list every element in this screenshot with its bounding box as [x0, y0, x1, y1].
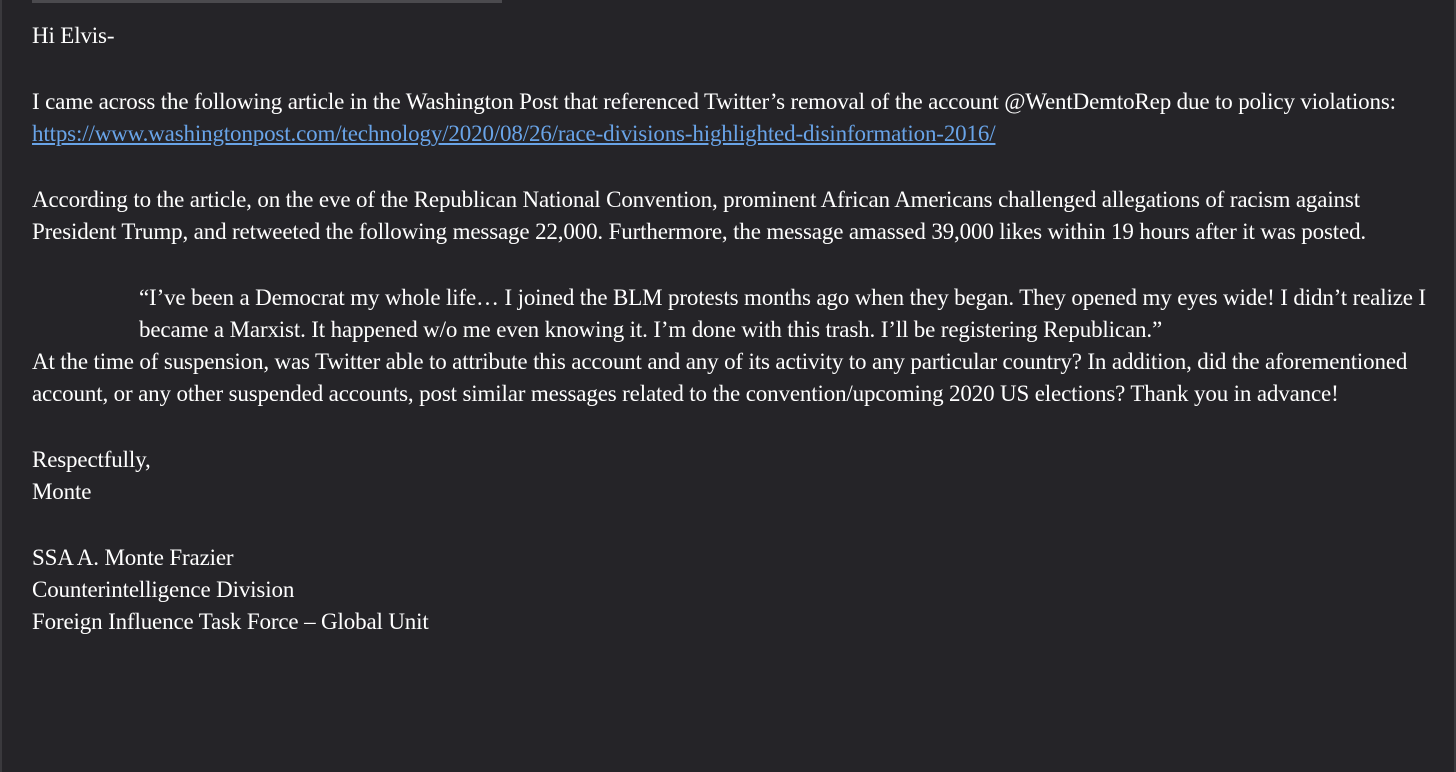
email-paragraph-2: According to the article, on the eve of the Republican National Convention, prominent African Americans challenged allegations of racism against President Trump, and retweeted the following message 22,000. Furthermore, the message amassed 39,000 likes within 19 hours after it was posted.	[32, 187, 1367, 244]
closing-name: Monte	[32, 479, 92, 504]
email-closing	[32, 444, 1432, 508]
email-signature	[32, 542, 1432, 638]
closing-salutation: Respectfully,	[32, 447, 151, 472]
email-greeting: Hi Elvis-	[32, 23, 115, 48]
email-paragraph-3: At the time of suspension, was Twitter able to attribute this account and any of its activity to any particular country? In addition, did the aforementioned account, or any other suspended accounts, post similar messages related to the convention/upcoming 2020 US elections? Thank you in advance!	[32, 349, 1408, 406]
email-paragraph-1	[32, 86, 1432, 150]
quoted-tweet: “I’ve been a Democrat my whole life… I joined the BLM protests months ago when they began. They opened my eyes wide! I didn’t realize I became a Marxist. It happened w/o me even knowing it. I’m done with this trash. I’ll be registering Republican.”	[139, 285, 1426, 342]
cropped-header-strip	[32, 0, 502, 3]
article-link[interactable]: https://www.washingtonpost.com/technology/2020/08/26/race-divisions-highlighted-disinformation-2016/	[32, 121, 996, 146]
signature-unit: Foreign Influence Task Force – Global Unit	[32, 609, 429, 634]
paragraph-1-text: I came across the following article in the Washington Post that referenced Twitter’s removal of the account @WentDemtoRep due to policy violations:	[32, 89, 1396, 114]
email-body	[32, 20, 1432, 638]
signature-division: Counterintelligence Division	[32, 577, 295, 602]
signature-name: SSA A. Monte Frazier	[32, 545, 234, 570]
